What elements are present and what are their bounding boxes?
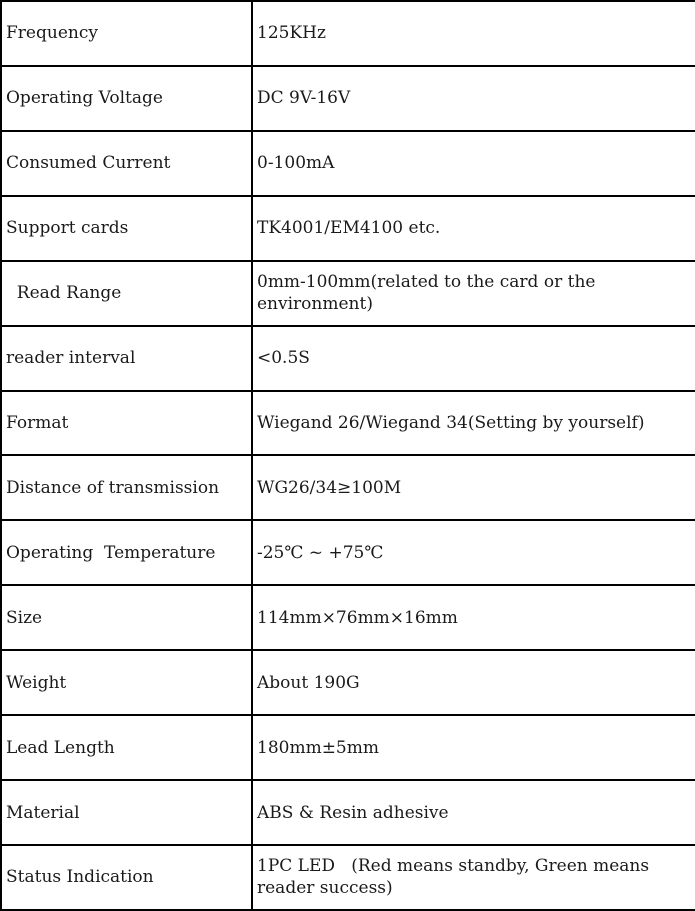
spec-value: 0mm-100mm(related to the card or the environment) <box>252 261 695 326</box>
spec-row-operating-temperature <box>1 520 695 585</box>
spec-row-operating-voltage <box>1 66 695 131</box>
spec-row-format <box>1 391 695 456</box>
spec-value: <0.5S <box>252 326 695 391</box>
spec-value: About 190G <box>252 650 695 715</box>
spec-value: TK4001/EM4100 etc. <box>252 196 695 261</box>
spec-label: Distance of transmission <box>1 455 252 520</box>
spec-value: WG26/34≥100M <box>252 455 695 520</box>
spec-value: 180mm±5mm <box>252 715 695 780</box>
spec-row-lead-length <box>1 715 695 780</box>
spec-label: Operating Voltage <box>1 66 252 131</box>
spec-value: 114mm×76mm×16mm <box>252 585 695 650</box>
spec-value: 1PC LED (Red means standby, Green means reader success) <box>252 845 695 910</box>
spec-row-reader-interval <box>1 326 695 391</box>
spec-row-frequency <box>1 1 695 66</box>
spec-row-weight <box>1 650 695 715</box>
spec-value: -25℃ ~ +75℃ <box>252 520 695 585</box>
spec-label: Frequency <box>1 1 252 66</box>
spec-label: Format <box>1 391 252 456</box>
spec-row-consumed-current <box>1 131 695 196</box>
spec-row-read-range <box>1 261 695 326</box>
spec-row-size <box>1 585 695 650</box>
spec-label: Size <box>1 585 252 650</box>
spec-value: 125KHz <box>252 1 695 66</box>
spec-label: Consumed Current <box>1 131 252 196</box>
spec-label: Status Indication <box>1 845 252 910</box>
spec-label: Support cards <box>1 196 252 261</box>
spec-row-support-cards <box>1 196 695 261</box>
spec-value: DC 9V-16V <box>252 66 695 131</box>
spec-label: Lead Length <box>1 715 252 780</box>
spec-value: 0-100mA <box>252 131 695 196</box>
spec-row-status-indication <box>1 845 695 910</box>
spec-label: Operating Temperature <box>1 520 252 585</box>
spec-label: Material <box>1 780 252 845</box>
spec-row-material <box>1 780 695 845</box>
spec-label: Read Range <box>1 261 252 326</box>
spec-value: Wiegand 26/Wiegand 34(Setting by yourself) <box>252 391 695 456</box>
spec-row-distance-of-transmission <box>1 455 695 520</box>
spec-label: reader interval <box>1 326 252 391</box>
spec-value: ABS & Resin adhesive <box>252 780 695 845</box>
spec-label: Weight <box>1 650 252 715</box>
